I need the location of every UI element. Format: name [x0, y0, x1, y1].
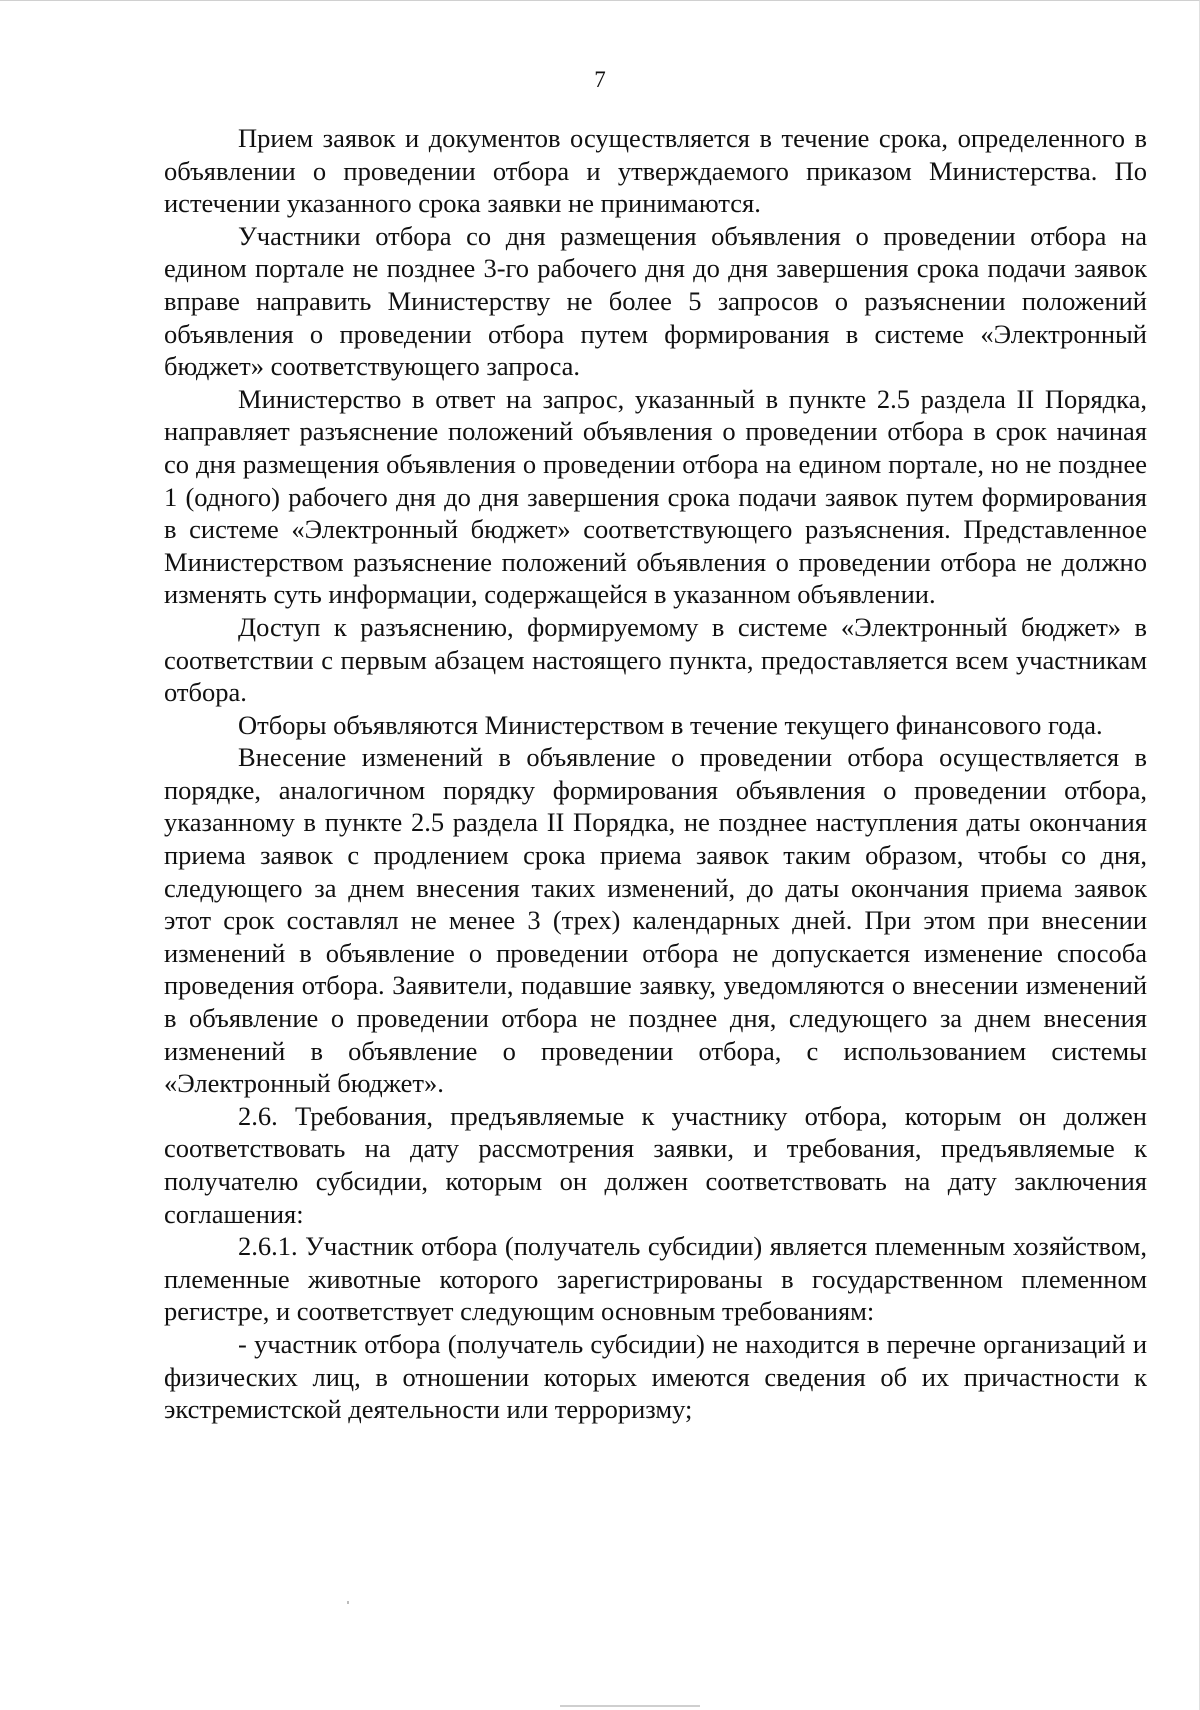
paragraph-section-2-6-1: 2.6.1. Участник отбора (получатель субсидии) является племенным хозяйством, племенные животные которого зарегистрированы в государственном племенном регистре, и соответствует следующим основным требованиям: [164, 1231, 1147, 1327]
scan-bottom-edge [560, 1705, 700, 1707]
paragraph-section-2-6: 2.6. Требования, предъявляемые к участнику отбора, которым он должен соответствовать на дату рассмотрения заявки, и требования, предъявляемые к получателю субсидии, которым он должен соответствовать на дату заключения соглашения: [164, 1100, 1147, 1229]
paragraph-application-acceptance: Прием заявок и документов осуществляется в течение срока, определенного в объявлении о проведении отбора и утверждаемого приказом Министерства. По истечении указанного срока заявки не принимаются. [164, 123, 1147, 219]
paragraph-selection-announcement: Отборы объявляются Министерством в течение текущего финансового года. [238, 709, 1103, 740]
paragraph-clarification-requests: Участники отбора со дня размещения объявления о проведении отбора на едином портале не позднее 3-го рабочего дня до дня завершения срока подачи заявок вправе направить Министерству не более 5 запросов о разъяснении положений объявления о проведении отбора путем формирования в системе «Электронный бюджет» соответствующего запроса. [164, 220, 1147, 382]
page-number: 7 [594, 67, 606, 92]
paragraph-announcement-changes: Внесение изменений в объявление о проведении отбора осуществляется в порядке, аналогичном порядку формирования объявления о проведении отбора, указанному в пункте 2.5 раздела II Порядка, не позднее наступления даты окончания приема заявок с продлением срока приема заявок таким образом, чтобы со дня, следующего за днем внесения таких изменений, до даты окончания приема заявок этот срок составлял не менее 3 (трех) календарных дней. При этом при внесении изменений в объявление о проведении отбора не допускается изменение способа проведения отбора. Заявители, подавшие заявку, уведомляются о внесении изменений в объявление о проведении отбора не позднее дня, следующего за днем внесения изменений в объявление о проведении отбора, с использованием системы «Электронный бюджет». [164, 742, 1147, 1099]
paragraph-requirement-extremism: - участник отбора (получатель субсидии) не находится в перечне организаций и физических лиц, в отношении которых имеются сведения об их причастности к экстремистской деятельности или терроризму; [164, 1328, 1147, 1425]
document-body [164, 122, 1147, 1426]
paragraph-ministry-clarification: Министерство в ответ на запрос, указанный в пункте 2.5 раздела II Порядка, направляет разъяснение положений объявления о проведении отбора в срок начиная со дня размещения объявления о проведении отбора на едином портале, но не позднее 1 (одного) рабочего дня до дня завершения срока подачи заявок путем формирования в системе «Электронный бюджет» соответствующего разъяснения. Представленное Министерством разъяснение положений объявления о проведении отбора не должно изменять суть информации, содержащейся в указанном объявлении. [164, 383, 1147, 610]
paragraph-clarification-access: Доступ к разъяснению, формируемому в системе «Электронный бюджет» в соответствии с первым абзацем настоящего пункта, предоставляется всем участникам отбора. [164, 611, 1147, 708]
scan-speck [347, 1601, 349, 1604]
